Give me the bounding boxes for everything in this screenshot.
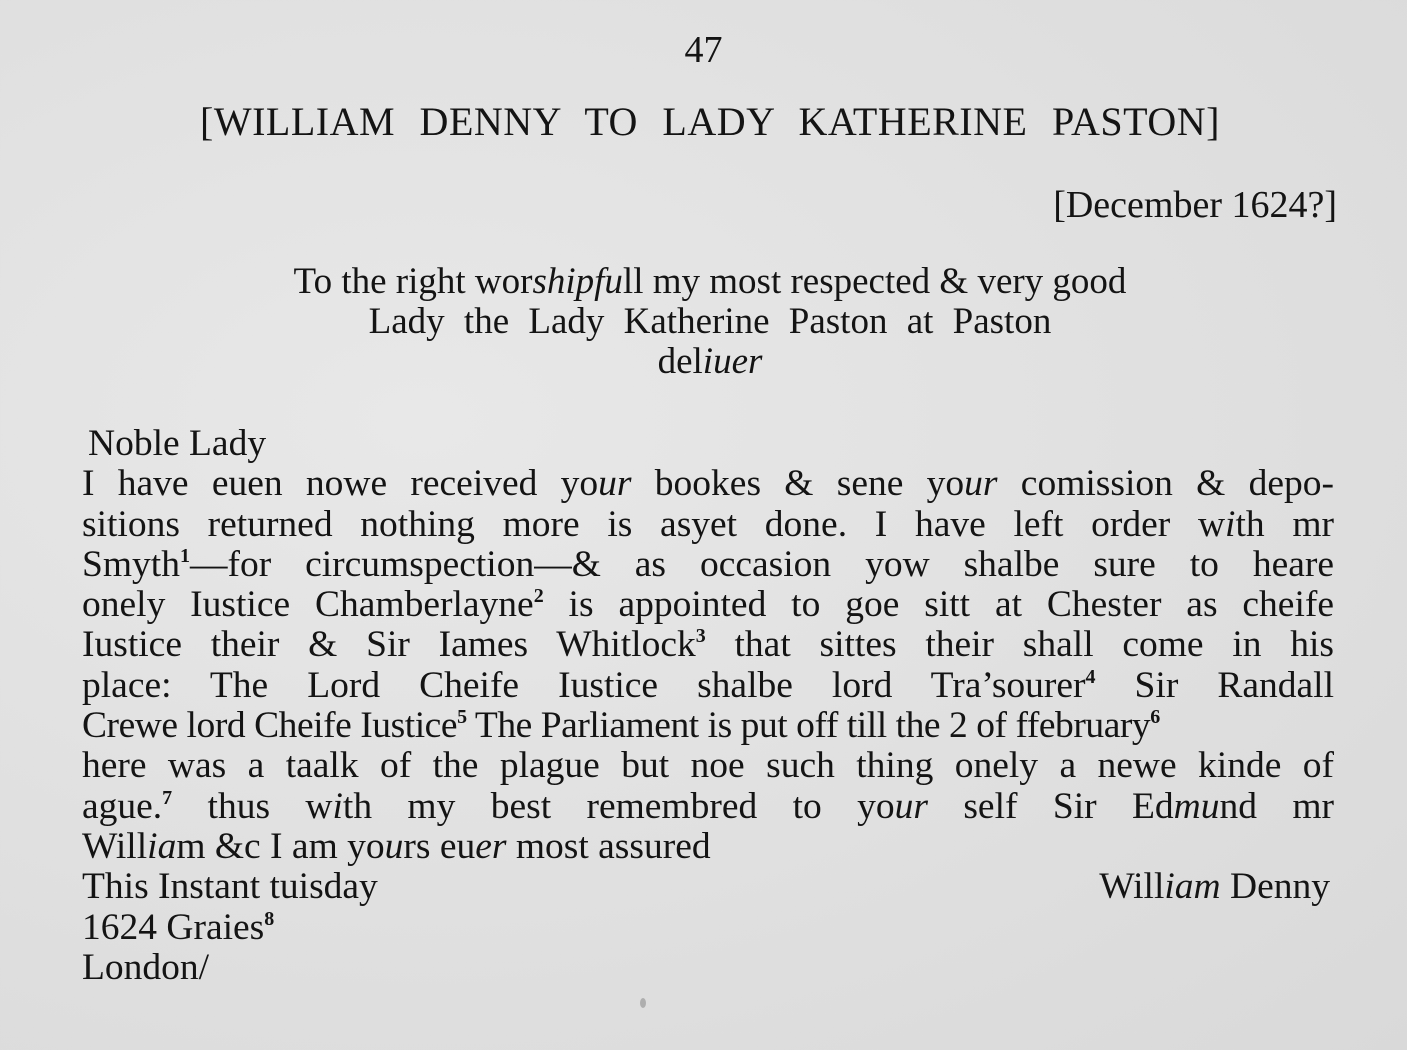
address-text: del <box>657 341 703 382</box>
body-line-10 <box>82 827 1334 867</box>
body-line-1 <box>82 464 1334 504</box>
text: m &c I am yo <box>176 825 385 867</box>
expansion: ur <box>894 786 928 827</box>
text: self Sir Ed <box>927 786 1174 827</box>
text: 1624 Graies <box>82 906 265 948</box>
body-line-7 <box>82 706 1334 746</box>
address-text: To the right wor <box>293 261 533 302</box>
body-line-8 <box>82 746 1334 786</box>
text: here was a taalk of the plague but noe such thing onely a newe kinde of <box>82 746 1334 787</box>
text: that sittes their shall come in his <box>705 625 1334 666</box>
body-line-6 <box>82 666 1334 706</box>
text: nd mr <box>1219 786 1334 827</box>
salutation: Noble Lady <box>88 423 267 464</box>
text: th my best remembred to yo <box>342 786 895 827</box>
letter-heading: [WILLIAM DENNY TO LADY KATHERINE PASTON] <box>200 99 1220 144</box>
text: onely Iustice Chamberlayne <box>82 585 534 626</box>
expansion: mu <box>1173 786 1220 827</box>
footnote-marker: 1 <box>179 544 190 567</box>
closing-line <box>82 867 1334 907</box>
text: sitions returned nothing more is asyet done. I have left order w <box>82 504 1226 545</box>
expansion: ur <box>964 464 998 505</box>
page-number: 47 <box>684 29 723 71</box>
text: rs eu <box>403 825 476 867</box>
expansion: ia <box>147 825 177 867</box>
text: most assured <box>506 825 711 867</box>
text: Denny <box>1220 866 1330 908</box>
text: bookes & sene yo <box>631 464 965 505</box>
expansion: u <box>384 825 404 867</box>
text: thus w <box>172 786 333 827</box>
body-line-9 <box>82 787 1334 827</box>
footnote-marker: 3 <box>695 625 706 648</box>
footnote-marker: 8 <box>264 907 275 930</box>
text: Iustice their & Sir Iames Whitlock <box>82 625 696 666</box>
text: Smyth <box>82 544 180 585</box>
closing-place-date: This Instant tuisday <box>82 866 378 908</box>
footnote-marker: 5 <box>457 706 467 729</box>
body-line-2 <box>82 505 1334 545</box>
text: Crewe lord Cheife Iustice <box>82 705 458 747</box>
footnote-marker: 6 <box>1150 706 1160 729</box>
expansion: i <box>332 786 343 827</box>
expansion: iam <box>1164 866 1221 908</box>
text: comission & depo- <box>997 464 1334 505</box>
body-line-5 <box>82 625 1334 665</box>
address-expansion: iuer <box>702 341 763 382</box>
closing-line-3: London/ <box>82 946 210 988</box>
body-line-4 <box>82 585 1334 625</box>
address-text: ll my most respected & very good <box>622 261 1127 302</box>
text: I have euen nowe received yo <box>82 464 599 505</box>
text: The Parliament is put off till the 2 of ffebruary <box>466 705 1151 747</box>
text: th mr <box>1235 504 1334 545</box>
text: ague. <box>82 786 163 827</box>
address-line-2: Lady the Lady Katherine Paston at Paston <box>368 301 1052 342</box>
footnote-marker: 4 <box>1085 665 1096 688</box>
text: Will <box>82 825 148 867</box>
text: is appointed to goe sitt at Chester as cheife <box>543 585 1334 626</box>
expansion: er <box>475 825 507 867</box>
paper-speck <box>640 998 646 1008</box>
closing-line-2 <box>82 908 1334 948</box>
text: Will <box>1099 866 1165 908</box>
address-expansion: shipfu <box>532 261 623 302</box>
address-line-3 <box>0 342 1407 382</box>
body-line-3 <box>82 545 1334 585</box>
letter-body <box>82 424 1334 988</box>
expansion: ur <box>598 464 632 505</box>
letter-date: [December 1624?] <box>1053 184 1337 226</box>
expansion: i <box>1225 504 1236 545</box>
text: —for circumspection—& as occasion yow shalbe sure to heare <box>189 544 1334 585</box>
address-block <box>0 262 1407 382</box>
footnote-marker: 2 <box>533 585 544 608</box>
signature <box>1099 867 1334 907</box>
address-line-1 <box>0 262 1407 302</box>
footnote-marker: 7 <box>162 786 173 809</box>
text: Sir Randall <box>1095 665 1334 706</box>
text: place: The Lord Cheife Iustice shalbe lord Tra’sourer <box>82 665 1086 706</box>
